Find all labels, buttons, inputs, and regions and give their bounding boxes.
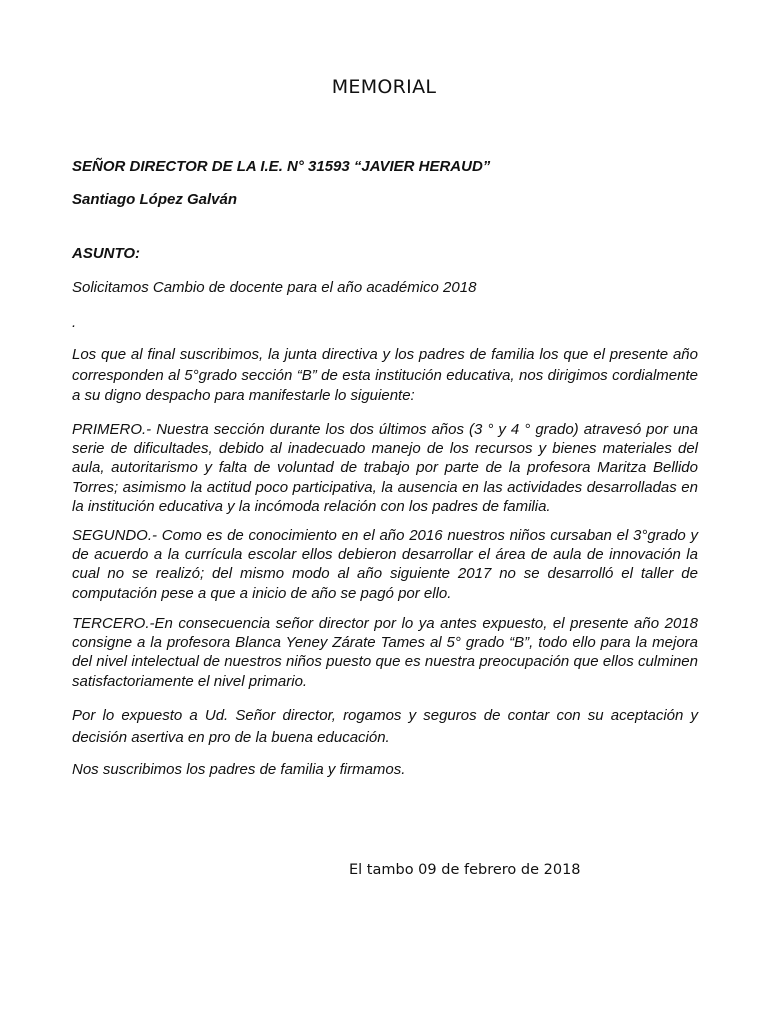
sign-off-line: Nos suscribimos los padres de familia y firmamos. [72, 761, 406, 778]
paragraph-primero: PRIMERO.- Nuestra sección durante los dos últimos años (3 ° y 4 ° grado) atravesó por una serie de dificultades, debido al inadecuado manejo de los recursos y bienes materiales del aula, autoritarismo y falta de voluntad de trabajo por parte de la profesora Maritza Bellido Torres; asimismo la actitud poco participativa, la ausencia en las actividades desarrolladas en la institución educativa y la incómoda relación con los padres de familia. [72, 421, 698, 515]
document-title: MEMORIAL [331, 76, 437, 98]
addressee-line: SEÑOR DIRECTOR DE LA I.E. N° 31593 “JAVIER HERAUD” [72, 158, 491, 175]
place-and-date: El tambo 09 de febrero de 2018 [349, 862, 581, 878]
director-name: Santiago López Galván [72, 191, 238, 208]
closing-paragraph: Por lo expuesto a Ud. Señor director, rogamos y seguros de contar con su aceptación y decisión asertiva en pro de la buena educación. [72, 707, 698, 746]
subject-text: Solicitamos Cambio de docente para el año académico 2018 [72, 279, 477, 296]
subject-label: ASUNTO: [72, 245, 141, 262]
intro-paragraph: Los que al final suscribimos, la junta directiva y los padres de familia los que el presente año corresponden al 5°grado sección “B” de esta institución educativa, nos dirigimos cordialmente a su digno despacho para manifestarle lo siguiente: [72, 346, 698, 404]
paragraph-segundo: SEGUNDO.- Como es de conocimiento en el año 2016 nuestros niños cursaban el 3°grado y de acuerdo a la currícula escolar ellos debieron desarrollar el área de aula de innovación la cual no se realizó; del mismo modo al año siguiente 2017 no se desarrolló el taller de computación pese a que a inicio de año se pagó por ello. [72, 527, 698, 602]
separator-dot: . [72, 314, 77, 331]
paragraph-tercero: TERCERO.-En consecuencia señor director por lo ya antes expuesto, el presente año 2018 consigne a la profesora Blanca Yeney Zárate Tames al 5° grado “B”, todo ello para la mejora del nivel intelectual de nuestros niños puesto que es nuestra preocupación que ellos culminen satisfactoriamente el nivel primario. [72, 615, 698, 690]
